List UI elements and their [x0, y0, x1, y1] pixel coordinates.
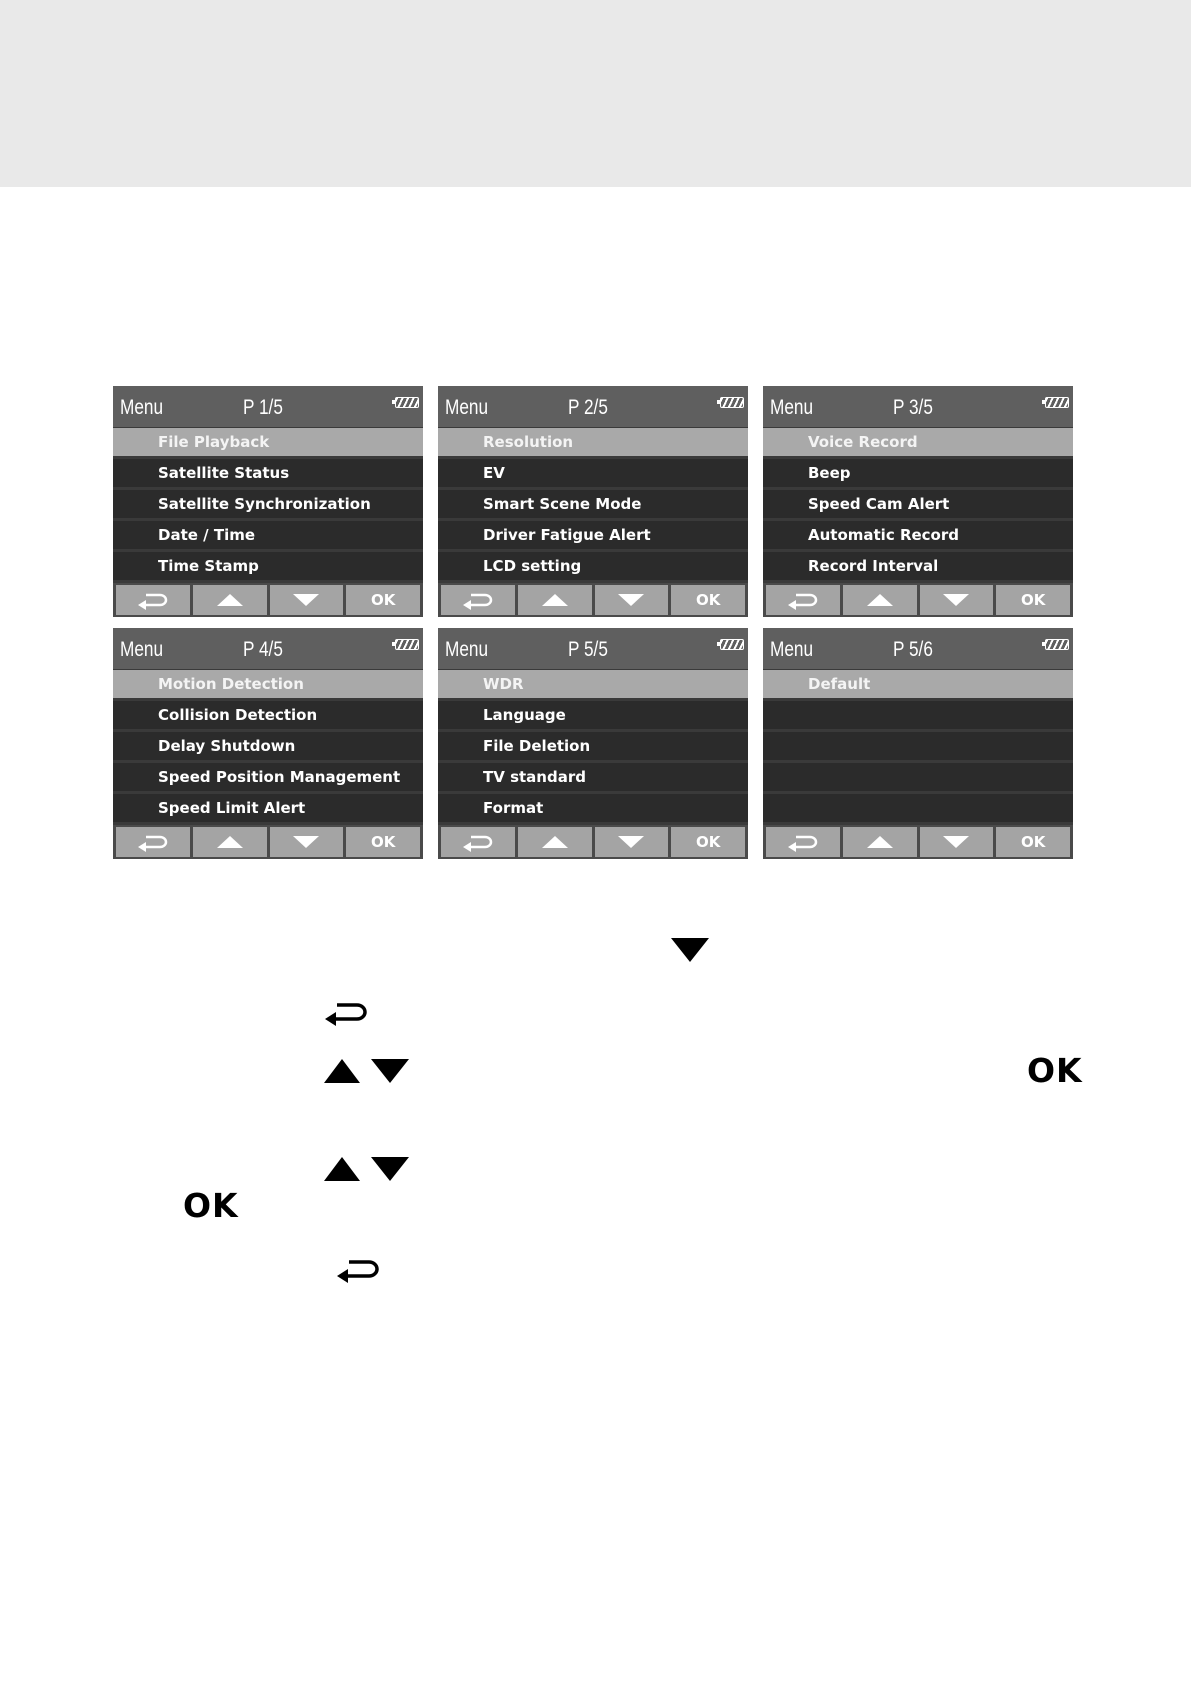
menu-item[interactable]: Motion Detection [113, 670, 423, 698]
down-arrow-icon [292, 835, 320, 849]
button-bar [763, 583, 1073, 617]
menu-screen-3 [763, 386, 1073, 617]
menu-item[interactable]: Voice Record [763, 428, 1073, 456]
up-arrow-icon [216, 593, 244, 607]
menu-header [763, 386, 1073, 427]
back-icon [461, 832, 495, 852]
menu-screen-1 [113, 386, 423, 617]
menu-header [438, 386, 748, 427]
button-bar [763, 825, 1073, 859]
menu-title: Menu [120, 396, 164, 419]
down-arrow-icon [617, 593, 645, 607]
menu-screen-4 [113, 628, 423, 859]
down-arrow-icon [370, 1156, 410, 1182]
menu-title: Menu [120, 638, 164, 661]
menu-screen-5 [438, 628, 748, 859]
page-indicator: P 2/5 [568, 396, 608, 419]
menu-item[interactable]: WDR [438, 670, 748, 698]
down-arrow-icon [670, 937, 710, 963]
back-button[interactable] [766, 827, 840, 857]
menu-header [438, 628, 748, 669]
menu-item[interactable]: Delay Shutdown [113, 732, 423, 760]
menu-item[interactable]: Beep [763, 459, 1073, 487]
page-indicator: P 3/5 [893, 396, 933, 419]
menu-item[interactable]: Date / Time [113, 521, 423, 549]
up-arrow-icon [323, 1156, 361, 1182]
ok-button[interactable]: OK [996, 827, 1070, 857]
header-band [0, 0, 1191, 187]
menu-header [763, 628, 1073, 669]
menu-item[interactable]: Format [438, 794, 748, 822]
menu-item-empty [763, 794, 1073, 822]
button-bar [113, 583, 423, 617]
menu-item[interactable]: Time Stamp [113, 552, 423, 580]
menu-item-empty [763, 732, 1073, 760]
down-button[interactable] [920, 827, 994, 857]
down-button[interactable] [270, 827, 344, 857]
up-arrow-icon [323, 1058, 361, 1084]
battery-icon [720, 397, 744, 408]
back-icon [786, 832, 820, 852]
menu-title: Menu [445, 396, 489, 419]
button-bar [438, 825, 748, 859]
menu-header [113, 386, 423, 427]
menu-item[interactable]: Collision Detection [113, 701, 423, 729]
battery-icon [1045, 639, 1069, 650]
back-icon [786, 590, 820, 610]
back-icon [335, 1255, 379, 1283]
up-arrow-icon [541, 835, 569, 849]
menu-item[interactable]: TV standard [438, 763, 748, 791]
menu-header [113, 628, 423, 669]
ok-button[interactable]: OK [346, 585, 420, 615]
back-button[interactable] [441, 585, 515, 615]
page-indicator: P 5/5 [568, 638, 608, 661]
menu-item[interactable]: Speed Limit Alert [113, 794, 423, 822]
ok-button[interactable]: OK [671, 585, 745, 615]
battery-icon [720, 639, 744, 650]
up-arrow-icon [541, 593, 569, 607]
back-icon [323, 998, 367, 1026]
menu-item[interactable]: Speed Cam Alert [763, 490, 1073, 518]
down-arrow-icon [942, 593, 970, 607]
menu-item[interactable]: Automatic Record [763, 521, 1073, 549]
battery-icon [395, 397, 419, 408]
button-bar [438, 583, 748, 617]
ok-symbol: OK [1027, 1051, 1083, 1090]
menu-item[interactable]: Language [438, 701, 748, 729]
back-icon [136, 590, 170, 610]
down-arrow-icon [292, 593, 320, 607]
down-button[interactable] [595, 585, 669, 615]
back-button[interactable] [766, 585, 840, 615]
menu-item[interactable]: File Deletion [438, 732, 748, 760]
up-button[interactable] [843, 585, 917, 615]
page-indicator: P 5/6 [893, 638, 933, 661]
up-button[interactable] [518, 827, 592, 857]
menu-item-empty [763, 763, 1073, 791]
menu-item[interactable]: EV [438, 459, 748, 487]
menu-item[interactable]: File Playback [113, 428, 423, 456]
up-button[interactable] [193, 585, 267, 615]
down-arrow-icon [942, 835, 970, 849]
menu-title: Menu [445, 638, 489, 661]
menu-item[interactable]: Resolution [438, 428, 748, 456]
menu-item[interactable]: Default [763, 670, 1073, 698]
down-arrow-icon [617, 835, 645, 849]
menu-screens-grid [113, 386, 1073, 859]
up-button[interactable] [518, 585, 592, 615]
down-button[interactable] [595, 827, 669, 857]
menu-item[interactable]: Smart Scene Mode [438, 490, 748, 518]
ok-button[interactable]: OK [346, 827, 420, 857]
menu-title: Menu [770, 396, 814, 419]
up-button[interactable] [843, 827, 917, 857]
menu-item[interactable]: Speed Position Management [113, 763, 423, 791]
back-button[interactable] [441, 827, 515, 857]
page-indicator: P 1/5 [243, 396, 283, 419]
battery-icon [395, 639, 419, 650]
ok-symbol: OK [183, 1186, 239, 1225]
menu-item[interactable]: Record Interval [763, 552, 1073, 580]
down-arrow-icon [370, 1058, 410, 1084]
menu-item[interactable]: Satellite Status [113, 459, 423, 487]
up-arrow-icon [216, 835, 244, 849]
back-button[interactable] [116, 585, 190, 615]
up-button[interactable] [193, 827, 267, 857]
menu-screen-2 [438, 386, 748, 617]
menu-item-empty [763, 701, 1073, 729]
up-arrow-icon [866, 593, 894, 607]
ok-button[interactable]: OK [671, 827, 745, 857]
menu-item[interactable]: LCD setting [438, 552, 748, 580]
back-icon [461, 590, 495, 610]
back-button[interactable] [116, 827, 190, 857]
ok-button[interactable]: OK [996, 585, 1070, 615]
menu-screen-6 [763, 628, 1073, 859]
button-bar [113, 825, 423, 859]
down-button[interactable] [270, 585, 344, 615]
menu-title: Menu [770, 638, 814, 661]
down-button[interactable] [920, 585, 994, 615]
up-arrow-icon [866, 835, 894, 849]
back-icon [136, 832, 170, 852]
menu-item[interactable]: Driver Fatigue Alert [438, 521, 748, 549]
battery-icon [1045, 397, 1069, 408]
page-indicator: P 4/5 [243, 638, 283, 661]
menu-item[interactable]: Satellite Synchronization [113, 490, 423, 518]
